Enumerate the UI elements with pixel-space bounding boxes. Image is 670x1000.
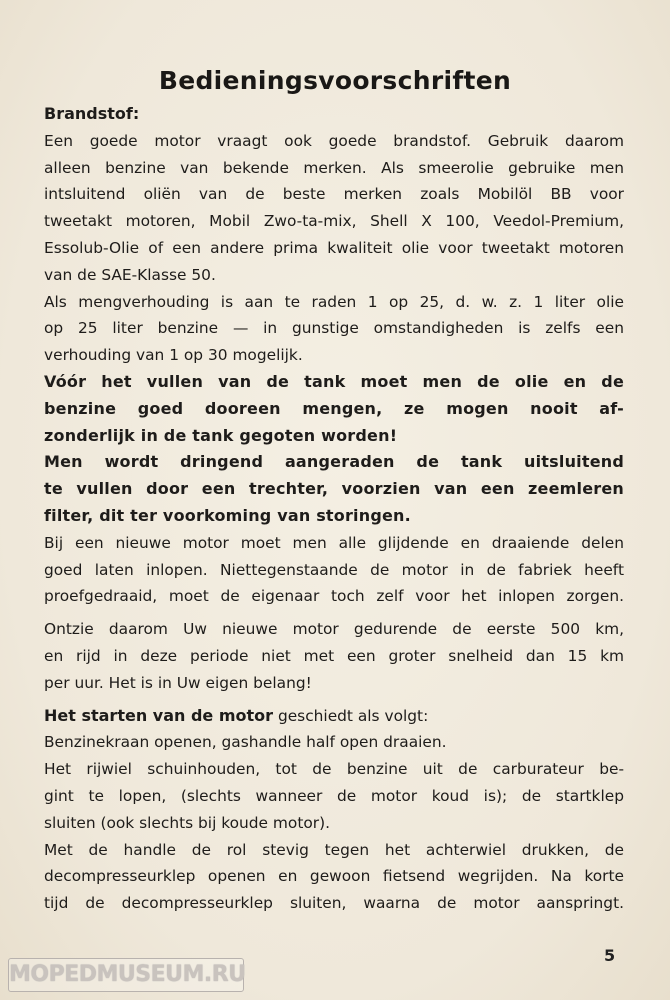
document-body — [44, 101, 624, 917]
paragraph-mix-ratio — [44, 289, 624, 369]
text-line: Als mengverhouding is aan te raden 1 op 25, d. w. z. 1 liter olie — [44, 292, 624, 311]
text-line: tweetakt motoren, Mobil Zwo-ta-mix, Shell X 100, Veedol-Premium, — [44, 212, 624, 231]
section-heading-starting: Het starten van de motor — [44, 705, 274, 725]
text-line: per uur. Het is in Uw eigen belang! — [44, 673, 312, 692]
paragraph-fuel — [44, 128, 624, 289]
text-line: gint te lopen, (slechts wanneer de motor koud is); de startklep — [44, 786, 624, 805]
text-line: Benzinekraan openen, gashandle half open draaien. — [44, 733, 447, 752]
text-line: Het rijwiel schuinhouden, tot de benzine uit de carburateur be- — [44, 760, 624, 779]
text-line: decompresseurklep openen en gewoon fietsend wegrijden. Na korte — [44, 867, 624, 886]
text-line: benzine goed dooreen mengen, ze mogen nooit af- — [44, 398, 624, 418]
start-heading-line — [44, 703, 624, 730]
text-line: goed laten inlopen. Niettegenstaande de motor in de fabriek heeft — [44, 560, 624, 579]
watermark-logo: MOPEDMUSEUM.RU — [8, 958, 244, 992]
text-line: Ontzie daarom Uw nieuwe motor gedurende de eerste 500 km, — [44, 620, 624, 639]
text-line: van de SAE-Klasse 50. — [44, 265, 216, 284]
paragraph-tilt — [44, 756, 624, 836]
text-line: proefgedraaid, moet de eigenaar toch zelf voor het inlopen zorgen. — [44, 587, 624, 606]
paragraph-pedal-start — [44, 837, 624, 917]
paragraph-speed-limit — [44, 616, 624, 696]
text-line: Een goede motor vraagt ook goede brandstof. Gebruik daarom — [44, 131, 624, 150]
bold-warning-funnel — [44, 449, 624, 529]
start-heading-rest: geschiedt als volgt: — [273, 706, 429, 725]
text-line: en rijd in deze periode niet met een groter snelheid dan 15 km — [44, 646, 624, 665]
text-line: sluiten (ook slechts bij koude motor). — [44, 813, 331, 832]
bold-warning-mixing — [44, 369, 624, 449]
text-line: verhouding van 1 op 30 mogelijk. — [44, 346, 303, 365]
text-line: alleen benzine van bekende merken. Als smeerolie gebruike men — [44, 158, 624, 177]
page-title: Bedieningsvoorschriften — [158, 66, 512, 95]
text-line: zonderlijk in de tank gegoten worden! — [44, 425, 398, 445]
text-line: intsluitend oliën van de beste merken zoals Mobilöl BB voor — [44, 185, 624, 204]
text-line: Bij een nieuwe motor moet men alle glijdende en draaiende delen — [44, 533, 624, 552]
text-line: Met de handle de rol stevig tegen het achterwiel drukken, de — [44, 840, 624, 859]
text-line: te vullen door een trechter, voorzien van een zeemleren — [44, 479, 624, 499]
page-number: 5 — [604, 946, 616, 965]
text-line: filter, dit ter voorkoming van storingen. — [44, 505, 411, 525]
text-line: tijd de decompresseurklep sluiten, waarna de motor aanspringt. — [44, 894, 624, 913]
text-line: op 25 liter benzine — in gunstige omstandigheden is zelfs een — [44, 319, 624, 338]
text-line: Men wordt dringend aangeraden de tank uitsluitend — [44, 452, 624, 472]
text-line: Vóór het vullen van de tank moet men de olie en de — [44, 371, 624, 391]
section-heading-brandstof: Brandstof: — [44, 104, 140, 123]
paragraph-running-in — [44, 530, 624, 610]
text-line: Essolub-Olie of een andere prima kwaliteit olie voor tweetakt motoren — [44, 238, 624, 257]
